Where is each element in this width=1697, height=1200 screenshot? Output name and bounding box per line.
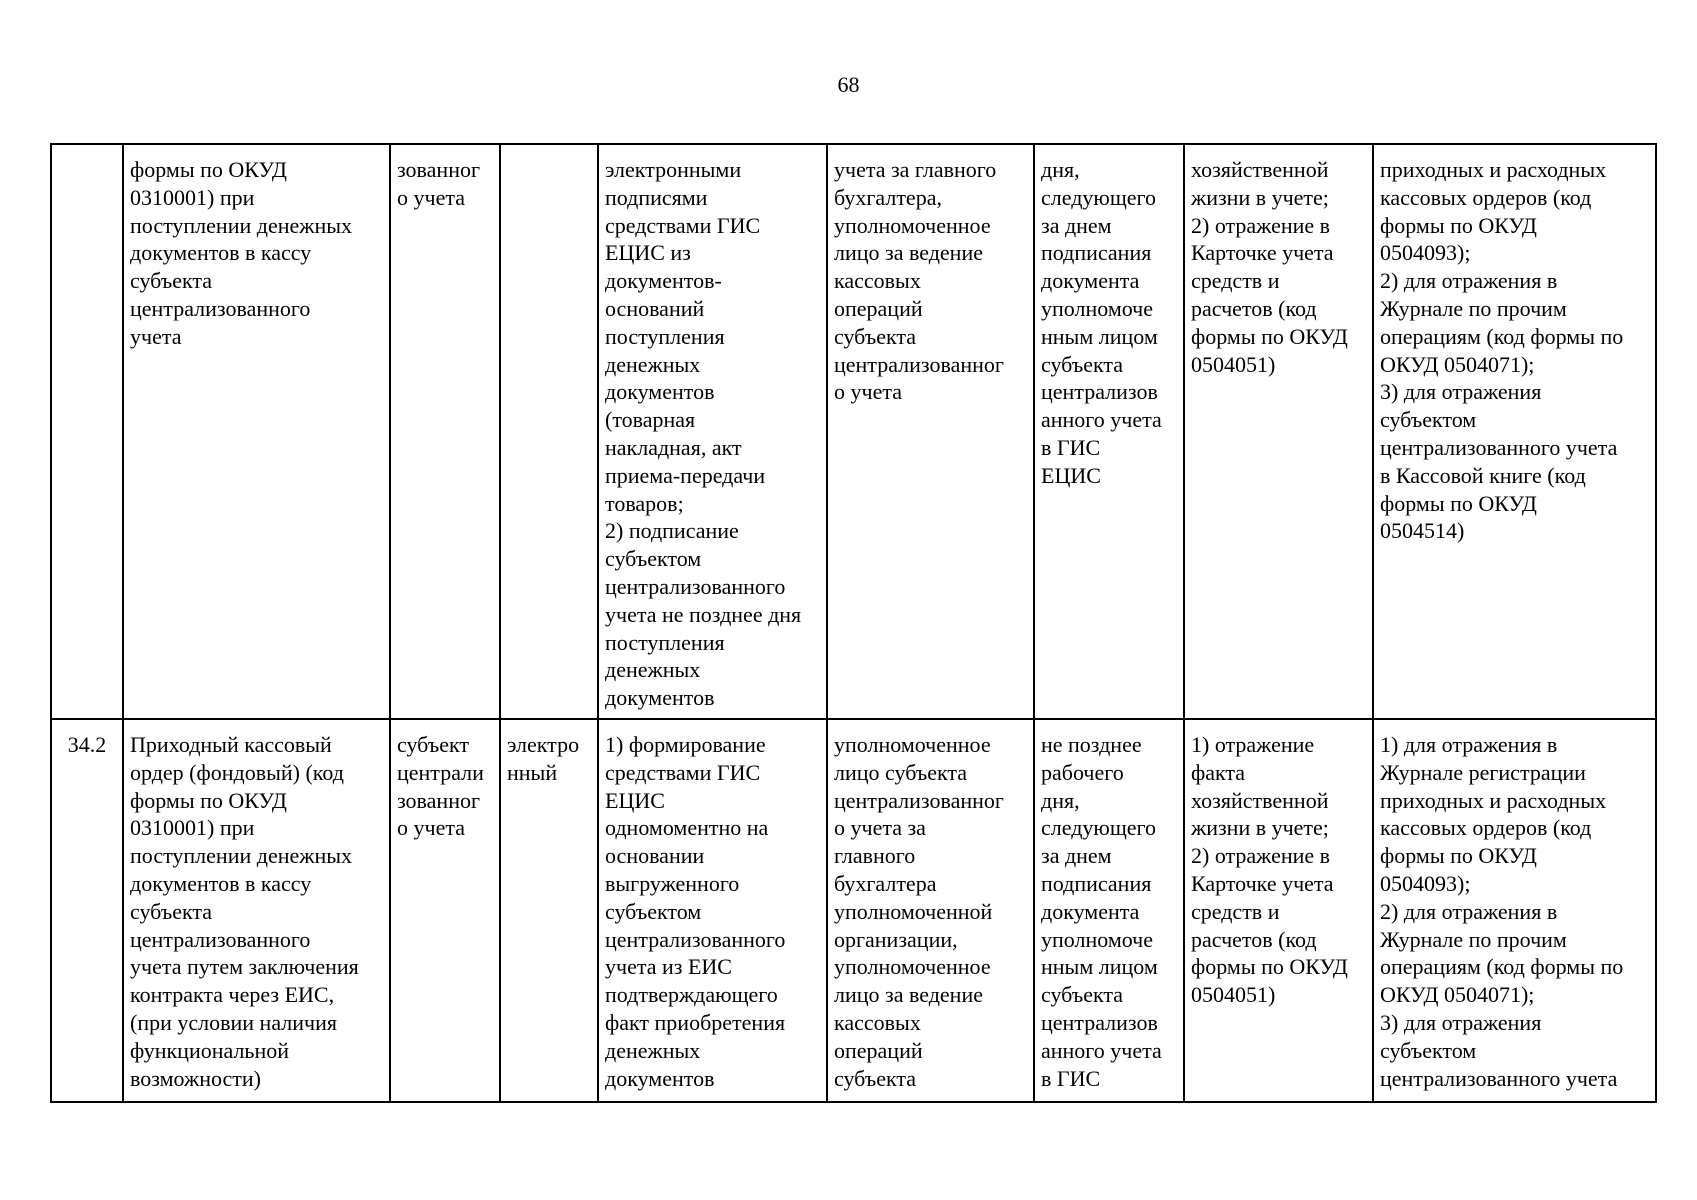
accounting-cell: 1) отражение факта хозяйственной жизни в учете; 2) отражение в Карточке учета средств и расчетов (код формы по ОКУД 0504051) (1184, 719, 1373, 1102)
table-row (51, 144, 1656, 719)
procedure-cell: электронными подписями средствами ГИС ЕЦИС из документов- оснований поступления денежных документов (товарная накладная, акт приема-передачи товаров; 2) подписание субъектом централизованного учета не позднее дня поступления денежных документов (598, 144, 827, 719)
accounting-cell: хозяйственной жизни в учете; 2) отражение в Карточке учета средств и расчетов (код формы по ОКУД 0504051) (1184, 144, 1373, 719)
document-name-cell: формы по ОКУД 0310001) при поступлении денежных документов в кассу субъекта централизованного учета (123, 144, 390, 719)
procedure-cell: 1) формирование средствами ГИС ЕЦИС одномоментно на основании выгруженного субъектом централизованного учета из ЕИС подтверждающего факт приобретения денежных документов (598, 719, 827, 1102)
document-creator-cell: субъект централи зованног о учета (390, 719, 500, 1102)
deadline-cell: не позднее рабочего дня, следующего за днем подписания документа уполномоче нным лицом субъекта централизов анного учета в ГИС (1034, 719, 1184, 1102)
row-number-cell: 34.2 (51, 719, 123, 1102)
page-number: 68 (837, 72, 860, 97)
signer-cell: уполномоченное лицо субъекта централизованног о учета за главного бухгалтера уполномоченной организации, уполномоченное лицо за ведение кассовых операций субъекта (827, 719, 1034, 1102)
document-table (50, 143, 1657, 1103)
document-format-cell: электро нный (500, 719, 598, 1102)
table-row (51, 719, 1656, 1102)
registers-cell: 1) для отражения в Журнале регистрации приходных и расходных кассовых ордеров (код формы по ОКУД 0504093); 2) для отражения в Журнале по прочим операциям (код формы по ОКУД 0504071); 3) для отражения субъектом централизованного учета (1373, 719, 1656, 1102)
signer-cell: учета за главного бухгалтера, уполномоченное лицо за ведение кассовых операций субъекта централизованног о учета (827, 144, 1034, 719)
row-number-cell (51, 144, 123, 719)
deadline-cell: дня, следующего за днем подписания документа уполномоче нным лицом субъекта централизов анного учета в ГИС ЕЦИС (1034, 144, 1184, 719)
document-creator-cell: зованног о учета (390, 144, 500, 719)
document-name-cell: Приходный кассовый ордер (фондовый) (код формы по ОКУД 0310001) при поступлении денежных документов в кассу субъекта централизованного учета путем заключения контракта через ЕИС, (при условии наличия функциональной возможности) (123, 719, 390, 1102)
document-format-cell (500, 144, 598, 719)
registers-cell: приходных и расходных кассовых ордеров (код формы по ОКУД 0504093); 2) для отражения в Журнале по прочим операциям (код формы по ОКУД 0504071); 3) для отражения субъектом централизованного учета в Кассовой книге (код формы по ОКУД 0504514) (1373, 144, 1656, 719)
